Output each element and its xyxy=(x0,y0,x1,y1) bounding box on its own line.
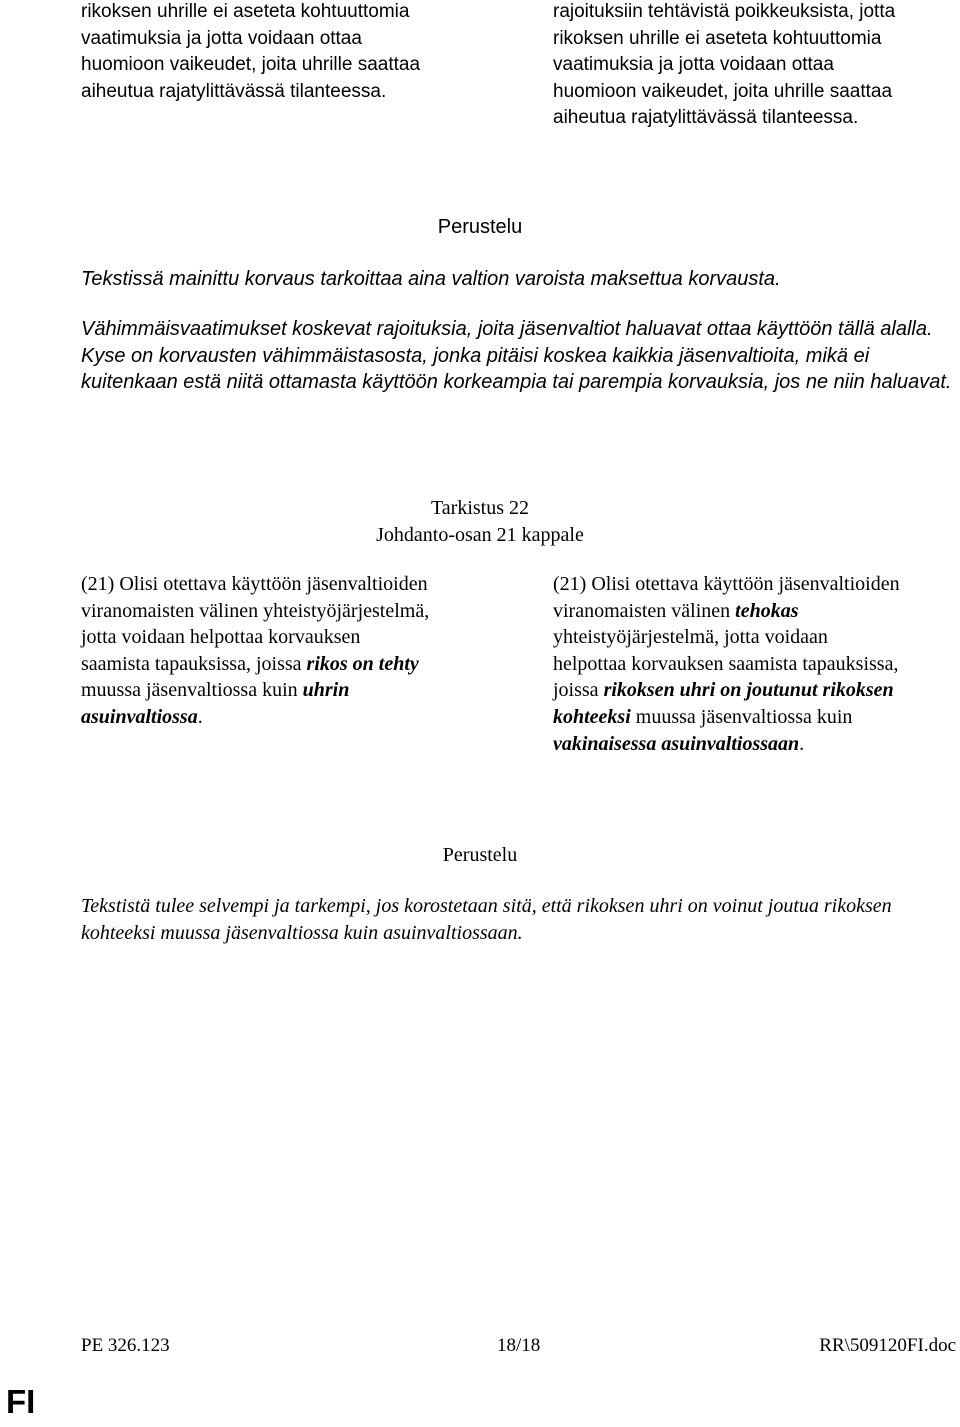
justification-heading: Perustelu xyxy=(442,844,518,866)
language-code: FI xyxy=(6,1383,36,1420)
footer-file-name: RR\509120FI.doc xyxy=(819,1335,956,1356)
justification-paragraph: Tekstistä tulee selvempi ja tarkempi, jos korostetaan sitä, että rikoksen uhri on voinut joutua rikoksen kohteeksi muussa jäsenvaltiossa kuin asuinvaltiossaan. xyxy=(81,895,892,944)
top-left-column-text: rikoksen uhrille ei aseteta kohtuuttomia vaatimuksia ja jotta voidaan ottaa huomioon vaikeudet, joita uhrille saattaa aiheutua rajatylittävässä tilanteessa. xyxy=(81,1,421,102)
emphasized-text: tehokas xyxy=(735,599,799,622)
justification-paragraph: Tekstissä mainittu korvaus tarkoittaa aina valtion varoista maksettua korvausta. xyxy=(81,268,781,290)
text-run: . xyxy=(799,732,805,755)
text-run: muussa jäsenvaltiossa kuin xyxy=(635,705,853,728)
justification-paragraph: Vähimmäisvaatimukset koskevat rajoituksia, joita jäsenvaltiot haluavat ottaa käyttöön tällä alalla. Kyse on korvausten vähimmäistasosta, jonka pitäisi koskea kaikkia jäsenvaltioita, mikä ei kuitenkaan estä niitä ottamasta käyttöön korkeampia tai parempia korvauksia, jos ne niin haluavat. xyxy=(81,318,952,393)
text-run: (21) Olisi otettava käyttöön jäsenvaltioiden viranomaisten välinen xyxy=(553,573,900,622)
amended-text-column xyxy=(553,571,958,757)
footer-document-reference: PE 326.123 xyxy=(81,1335,170,1356)
footer-page-number: 18/18 xyxy=(497,1335,541,1356)
emphasized-text: rikos on tehty xyxy=(306,652,419,675)
top-right-column-text: rajoituksiin tehtävistä poikkeuksista, jotta rikoksen uhrille ei aseteta kohtuuttomia vaatimuksia ja jotta voidaan ottaa huomioon vaikeudet, joita uhrille saattaa aiheutua rajatylittävässä tilanteessa. xyxy=(553,1,896,129)
emphasized-text: uhrin asuinvaltiossa xyxy=(81,679,350,728)
text-run: . xyxy=(197,705,203,728)
emphasized-text: rikoksen uhri on joutunut rikoksen kohteeksi xyxy=(553,679,894,728)
original-text-column xyxy=(81,571,491,731)
amendment-number: Tarkistus 22 xyxy=(430,497,530,519)
text-run: muussa jäsenvaltiossa kuin xyxy=(81,679,298,702)
amendment-reference: Johdanto-osan 21 kappale xyxy=(376,524,584,546)
text-run: yhteistyöjärjestelmä, jotta voidaan helpottaa korvauksen saamista tapauksissa, joissa xyxy=(553,626,899,702)
text-run: (21) Olisi otettava käyttöön jäsenvaltioiden viranomaisten välinen yhteistyöjärjestelmä, jotta voidaan helpottaa korvauksen saamista tapauksissa, joissa xyxy=(81,573,430,675)
justification-heading: Perustelu xyxy=(437,216,523,238)
emphasized-text: vakinaisessa asuinvaltiossaan xyxy=(553,732,800,755)
